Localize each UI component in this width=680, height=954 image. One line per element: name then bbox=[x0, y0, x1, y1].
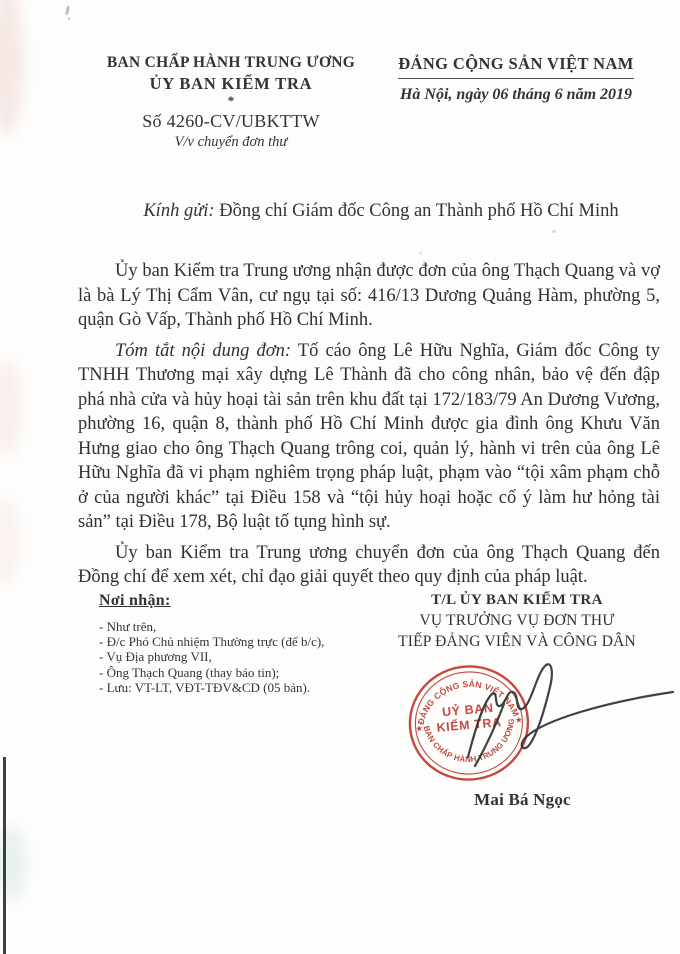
scan-edge-line bbox=[3, 757, 6, 954]
stamp-bottom-arc-label: BAN CHẤP HÀNH TRUNG ƯƠNG bbox=[421, 717, 517, 765]
separator-star: * bbox=[227, 93, 235, 108]
paragraph-text: Ủy ban Kiểm tra Trung ương chuyển đơn của ông Thạch Quang đến Đồng chí để xem xét, chỉ đạo giải quyết theo quy định của pháp luật. bbox=[78, 542, 660, 587]
scan-edge-smudge bbox=[0, 500, 20, 585]
salutation-label: Kính gửi: bbox=[143, 201, 215, 221]
handwritten-signature bbox=[430, 650, 680, 775]
scan-speck bbox=[68, 17, 70, 20]
recipient-item: - Như trên, bbox=[99, 619, 157, 634]
recipients-block bbox=[99, 592, 324, 695]
paragraph-text: Ủy ban Kiểm tra Trung ương nhận được đơn của ông Thạch Quang và vợ là bà Lý Thị Cẩm Vân, cư ngụ tại số: 416/13 Dương Quảng Hàm, phường 5, quận Gò Vấp, Thành phố Hồ Chí Minh. bbox=[78, 261, 660, 330]
scan-speck bbox=[552, 230, 556, 233]
paragraph bbox=[78, 541, 660, 590]
paragraph-lead: Tóm tắt nội dung đơn: bbox=[115, 340, 292, 361]
document-subject: V/v chuyển đơn thư bbox=[174, 134, 288, 150]
recipient-item: - Đ/c Phó Chủ nhiệm Thường trực (để b/c), bbox=[99, 634, 325, 650]
stamp-top-arc-label: ĐẢNG CỘNG SẢN VIỆT NAM bbox=[415, 678, 522, 726]
recipient-item: - Vụ Địa phương VII, bbox=[99, 649, 212, 665]
stamp-star-left-icon: ★ bbox=[414, 723, 424, 734]
scan-edge-smudge bbox=[0, 0, 24, 136]
salutation-line bbox=[100, 201, 662, 222]
scan-speck bbox=[419, 252, 422, 255]
signer-name: Mai Bá Ngọc bbox=[474, 790, 571, 809]
signer-title-line1: VỤ TRƯỞNG VỤ ĐƠN THƯ bbox=[419, 612, 615, 629]
stamp-center-line2: KIỂM TRA bbox=[435, 715, 503, 735]
salutation-recipient: Đồng chí Giám đốc Công an Thành phố Hồ Chí Minh bbox=[219, 201, 619, 221]
document-body bbox=[78, 259, 660, 596]
recipients-label: Nơi nhận: bbox=[99, 592, 171, 609]
signer-title-line2: TIẾP ĐẢNG VIÊN VÀ CÔNG DÂN bbox=[398, 633, 636, 650]
recipient-item: - Lưu: VT-LT, VĐT-TĐV&CD (05 bản). bbox=[99, 679, 311, 695]
issuing-org-block bbox=[100, 54, 362, 151]
scan-speck bbox=[65, 6, 70, 15]
paragraph-text: Tố cáo ông Lê Hữu Nghĩa, Giám đốc Công ty TNHH Thương mại xây dựng Lê Thành đã cho công nhân, bảo vệ đến đập phá nhà cửa và hủy hoại tài sản trên khu đất tại 172/183/79 An Dương Vương, phường 16, quận 8, thành phố Hồ Chí Minh được gia đình ông Khưu Văn Hưng giao cho ông Thạch Quang trông coi, quản lý, hành vi trên của ông Lê Hữu Nghĩa đã vi phạm nghiêm trọng pháp luật, phạm vào “tội xâm phạm chỗ ở của người khác” tại Điều 158 và “tội hủy hoại hoặc cố ý làm hư hỏng tài sản” tại Điều 178, Bộ luật tố tụng hình sự. bbox=[78, 340, 660, 532]
party-name: ĐẢNG CỘNG SẢN VIỆT NAM bbox=[398, 54, 634, 79]
org-parent-name: BAN CHẤP HÀNH TRUNG ƯƠNG bbox=[106, 54, 356, 71]
org-name: ỦY BAN KIỂM TRA bbox=[149, 74, 313, 93]
recipient-item: - Ông Thạch Quang (thay báo tin); bbox=[99, 664, 280, 680]
paragraph bbox=[78, 339, 660, 535]
paragraph bbox=[78, 259, 660, 333]
signing-authority: T/L ỦY BAN KIỂM TRA bbox=[431, 592, 603, 608]
national-header-block bbox=[382, 54, 650, 104]
stamp-center-line1: UỶ BAN bbox=[441, 700, 495, 720]
signature-authority-block bbox=[378, 592, 656, 651]
scan-edge-smudge bbox=[0, 360, 22, 455]
stamp-star-right-icon: ★ bbox=[514, 714, 524, 725]
place-date-line: Hà Nội, ngày 06 tháng 6 năm 2019 bbox=[399, 86, 633, 103]
document-number: Số 4260-CV/UBKTTW bbox=[142, 111, 320, 131]
recipients-list bbox=[99, 619, 324, 695]
